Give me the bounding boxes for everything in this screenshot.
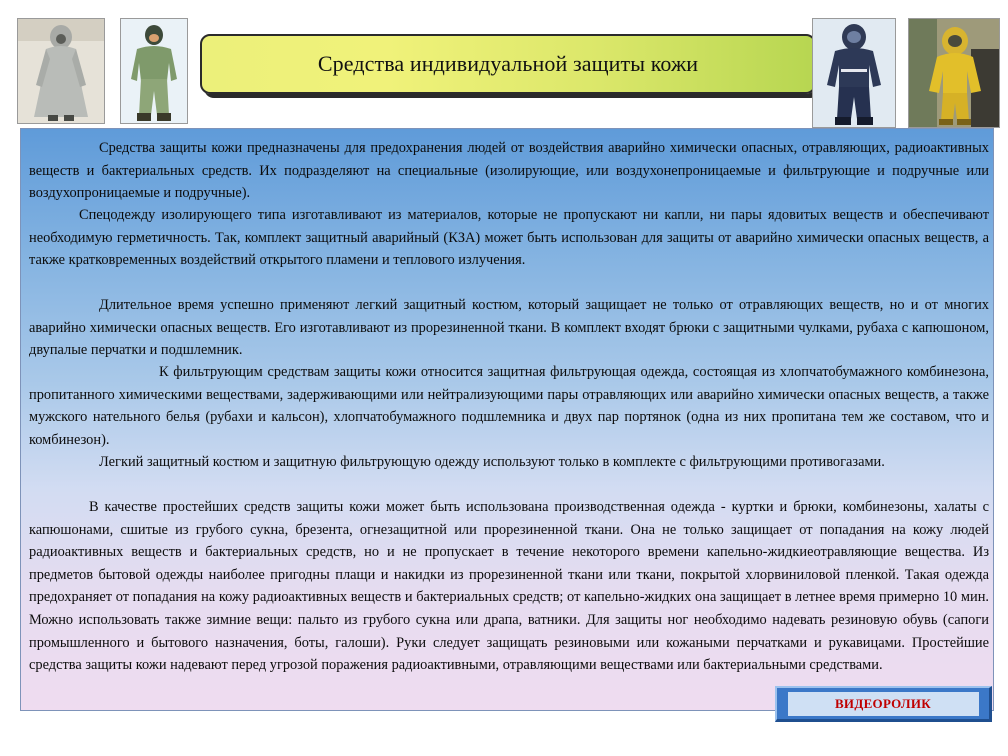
video-button[interactable] (775, 686, 992, 722)
photo-dark-protective-suit (812, 18, 896, 128)
page-title: Средства индивидуальной защиты кожи (317, 51, 699, 76)
content-panel (20, 128, 994, 711)
protective-suit-grey-icon (18, 19, 104, 123)
photo-green-protective-suit (120, 18, 188, 124)
photo-yellow-protective-suit (908, 18, 1000, 128)
protective-suit-green-icon (121, 19, 187, 123)
title-banner (200, 34, 816, 94)
protective-suit-yellow-icon (909, 19, 999, 127)
protective-suit-dark-blue-icon (813, 19, 895, 127)
video-button-label: ВИДЕОРОЛИК (834, 695, 932, 711)
paragraph-intro: Средства защиты кожи предназначены для предохранения людей от воздействия аварийно химически опасных, отравляющих, радиоактивных веществ и бактериальных средств. Их подразделяют на специальные (изолирующие, или воздухонепроницаемые и фильтрующие и подручные или воздухопроницаемые и подручные). (29, 140, 989, 202)
paragraph-light-suit: Длительное время успешно применяют легкий защитный костюм, который защищает не только от отравляющих веществ, но и от многих аварийно химически опасных веществ. Его изготавливают из прорезиненной ткани. В комплект входят брюки с защитными чулками, рубаха с капюшоном, двупалые перчатки и подшлемник. (29, 297, 989, 359)
photo-grey-protective-suit (17, 18, 105, 124)
paragraph-filtering: К фильтрующим средствам защиты кожи относится защитная фильтрующая одежда, состоящая из хлопчатобумажного комбинезона, пропитанного химическими веществами, задерживающими или нейтрализующими пары отравляющих или аварийно химически опасных веществ, а также мужского нательного белья (рубахи и кальсон), хлопчатобумажного подшлемника и двух пар портянок (одна из них пропитана тем же составом, что и комбинезон). (29, 364, 989, 448)
paragraph-simple-means: В качестве простейших средств защиты кожи может быть использована производственная одежда - куртки и брюки, комбинезоны, халаты с капюшонами, сшитые из грубого сукна, брезента, огнезащитной или прорезиненной ткани. Она не только защищает от попадания на кожу людей радиоактивных веществ и бактериальных средств, но и не пропускает в течение некоторого времени капельно-жидкиеотравляющие вещества. Из предметов бытовой одежды наиболее пригодны плащи и накидки из прорезиненной ткани или ткани, покрытой хлорвиниловой пленкой. Такая одежда предохраняет от попадания на кожу радиоактивных веществ и бактериальных средств; от капельно-жидких она защищает в летнее время примерно 10 мин. Можно использовать также зимние вещи: пальто из грубого сукна или драпа, ватники. Для защиты ног необходимо надевать резиновую обувь (сапоги промышленного и бытового назначения, боты, галоши). Руки следует защищать резиновыми или кожаными перчатками и рукавицами. Простейшие средства защиты кожи надевают перед угрозой поражения радиоактивными, отравляющими веществами или бактериальными средствами. (29, 499, 989, 674)
paragraph-isolating: Спецодежду изолирующего типа изготавливают из материалов, которые не пропускают ни капли, ни пары ядовитых веществ и обеспечивают необходимую герметичность. Так, комплект защитный аварийный (КЗА) может быть использован для защиты от аварийно химически опасных веществ, а также кратковременных воздействий открытого пламени и теплового излучения. (29, 207, 989, 269)
video-button-face[interactable] (788, 692, 979, 716)
paragraph-gas-masks: Легкий защитный костюм и защитную фильтрующую одежду используют только в комплекте с фильтрующими противогазами. (99, 454, 885, 470)
